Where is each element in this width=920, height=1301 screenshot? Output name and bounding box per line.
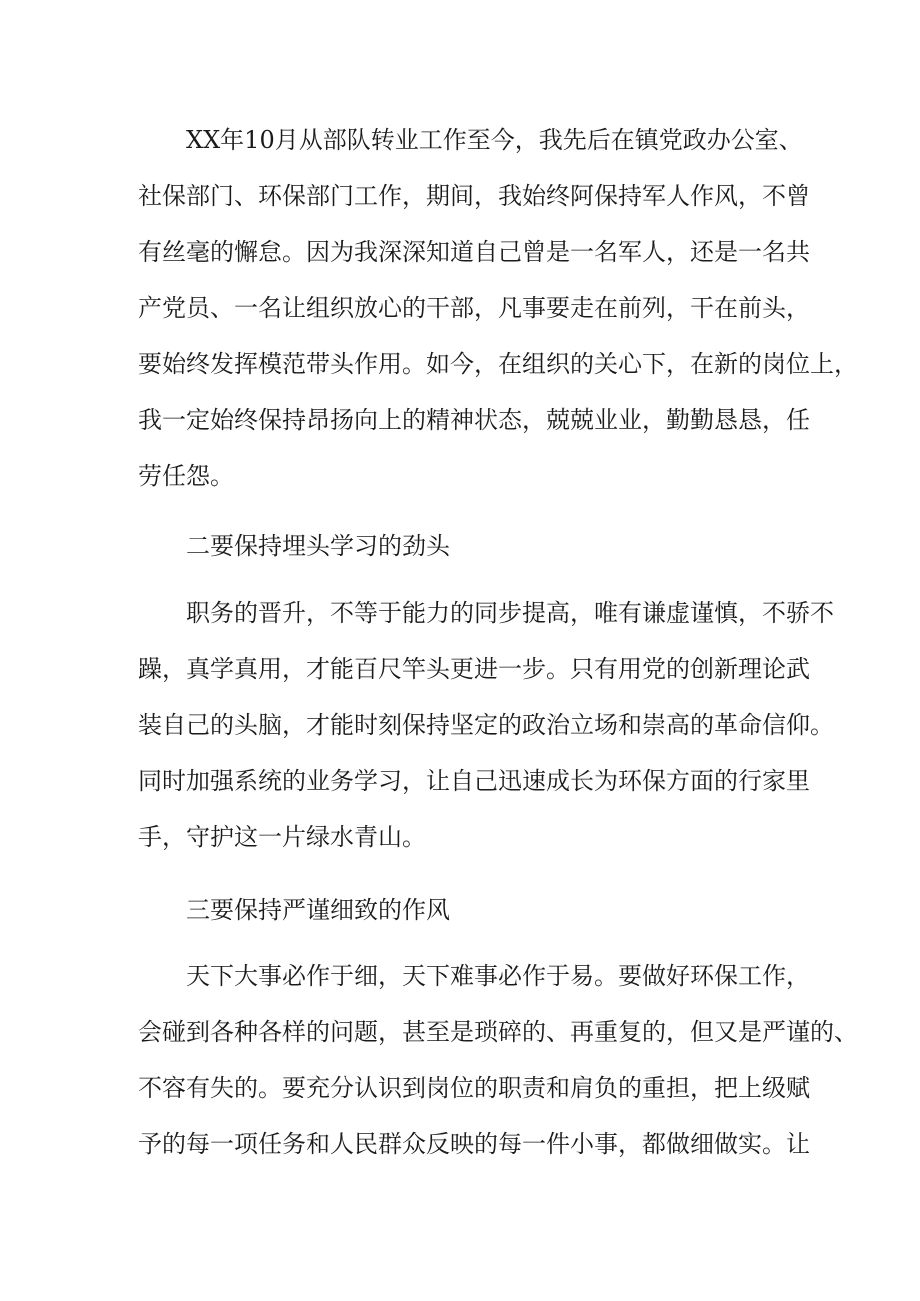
section-heading-2: 二要保持埋头学习的劲头 [186, 532, 450, 560]
paragraph-3-line-4: 予的每一项任务和人民群众反映的每一件小事，都做细做实。让 [138, 1130, 810, 1158]
paragraph-3-line-3: 不容有失的。要充分认识到岗位的职责和肩负的重担，把上级赋 [138, 1074, 810, 1102]
paragraph-2-line-2: 躁，真学真用，才能百尺竿头更进一步。只有用党的创新理论武 [138, 655, 810, 683]
paragraph-1-line-2: 社保部门、环保部门工作，期间，我始终阿保持军人作风，不曾 [138, 182, 810, 210]
paragraph-2-line-4: 同时加强系统的业务学习，让自己迅速成长为环保方面的行家里 [138, 767, 810, 795]
paragraph-1-line-6: 我一定始终保持昂扬向上的精神状态，兢兢业业，勤勤恳恳，任 [138, 406, 810, 434]
paragraph-3-line-2: 会碰到各种各样的问题，甚至是琐碎的、再重复的，但又是严谨的、 [138, 1018, 858, 1046]
paragraph-2-line-3: 装自己的头脑，才能时刻保持坚定的政治立场和崇高的革命信仰。 [138, 711, 834, 739]
paragraph-2-line-5: 手，守护这一片绿水青山。 [138, 823, 426, 851]
paragraph-1-line-7: 劳任怨。 [138, 462, 234, 490]
paragraph-1-line-4: 产党员、一名让组织放心的干部，凡事要走在前列，干在前头， [138, 294, 810, 322]
paragraph-3-line-1: 天下大事必作于细，天下难事必作于易。要做好环保工作， [186, 962, 810, 990]
paragraph-1-line-1: XX年10月从部队转业工作至今，我先后在镇党政办公室、 [186, 126, 803, 154]
paragraph-1-line-5: 要始终发挥模范带头作用。如今，在组织的关心下，在新的岗位上， [138, 350, 858, 378]
section-heading-3: 三要保持严谨细致的作风 [186, 896, 450, 924]
paragraph-2-line-1: 职务的晋升，不等于能力的同步提高，唯有谦虚谨慎，不骄不 [186, 599, 834, 627]
paragraph-1-line-3: 有丝毫的懈怠。因为我深深知道自己曾是一名军人，还是一名共 [138, 238, 810, 266]
